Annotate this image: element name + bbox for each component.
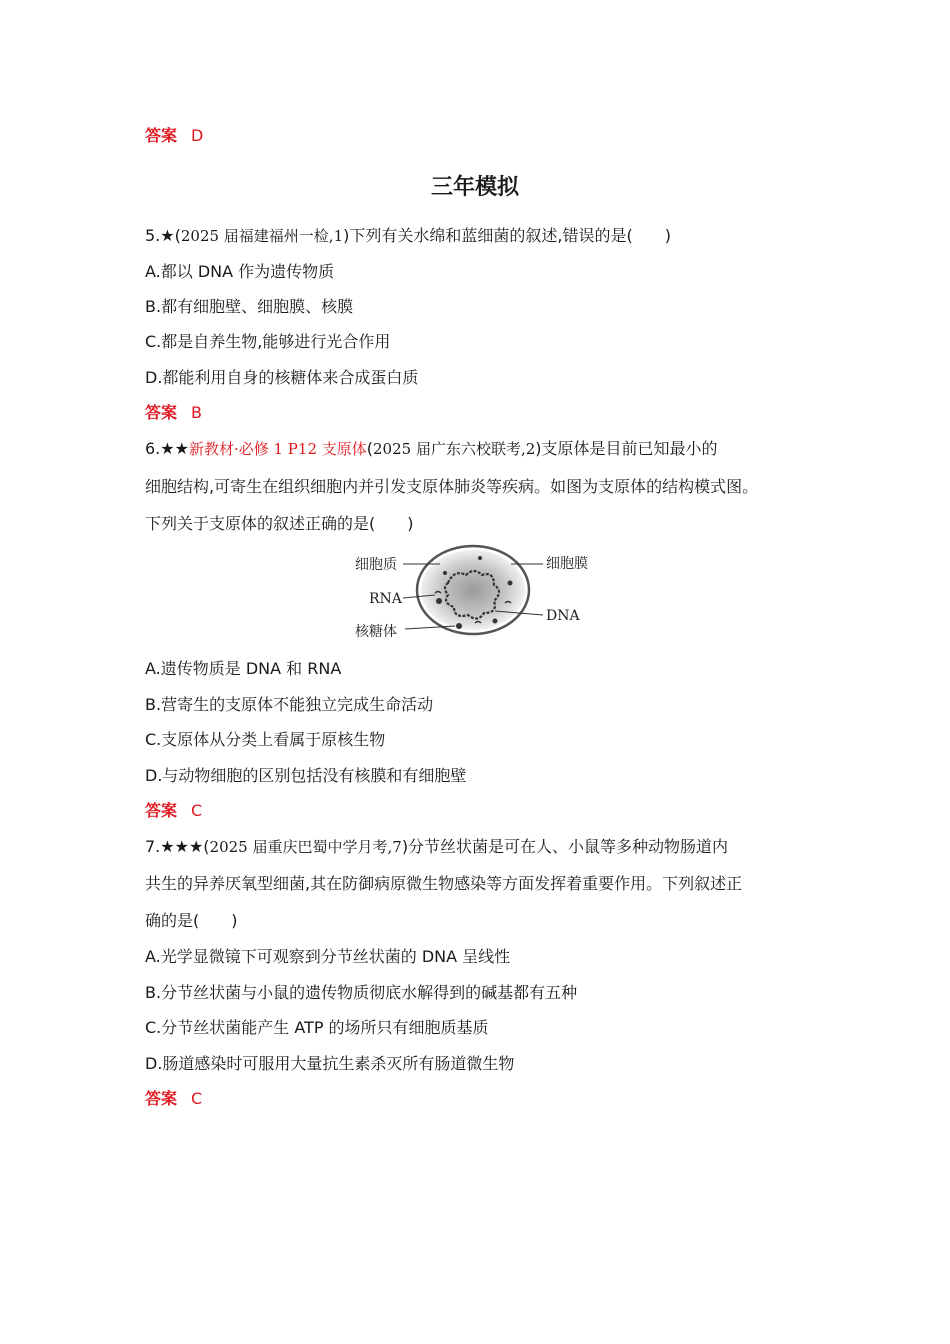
q5-source: 2025 届福建福州一检,1 bbox=[180, 227, 344, 245]
answer-label: 答案 bbox=[145, 126, 178, 145]
mycoplasma-diagram bbox=[345, 543, 600, 643]
q7-option-c: C.分节丝状菌能产生 ATP 的场所只有细胞质基质 bbox=[145, 1018, 489, 1037]
q6-tag: 新教材·必修 1 P12 支原体 bbox=[188, 440, 367, 458]
q6-source: 2025 届广东六校联考,2 bbox=[373, 440, 536, 458]
q5-option-d: D.都能利用自身的核糖体来合成蛋白质 bbox=[145, 368, 419, 387]
ribosome-dot bbox=[443, 571, 447, 575]
q6-stem-line1: 6.★★新教材·必修 1 P12 支原体(2025 届广东六校联考,2)支原体是目前已知最小的 bbox=[145, 439, 718, 458]
label-ribosome: 核糖体 bbox=[355, 624, 397, 640]
q5-option-c: C.都是自养生物,能够进行光合作用 bbox=[145, 332, 391, 351]
q6-stem-line2: 细胞结构,可寄生在组织细胞内并引发支原体肺炎等疾病。如图为支原体的结构模式图。 bbox=[145, 477, 759, 496]
q6-option-c: C.支原体从分类上看属于原核生物 bbox=[145, 730, 386, 749]
q7-stem-line1: 7.★★★(2025 届重庆巴蜀中学月考,7)分节丝状菌是可在人、小鼠等多种动物肠道内 bbox=[145, 837, 729, 856]
q6-answer: 答案 C bbox=[145, 801, 203, 820]
label-dna: DNA bbox=[546, 608, 580, 624]
ribosome-dot bbox=[478, 556, 482, 560]
section-title: 三年模拟 bbox=[430, 175, 519, 200]
q6-option-a: A.遗传物质是 DNA 和 RNA bbox=[145, 659, 342, 678]
ribosome-dot bbox=[493, 619, 498, 624]
answer-line-prev bbox=[145, 126, 203, 146]
answer-value: D bbox=[191, 126, 204, 145]
ribosome-dot bbox=[436, 598, 442, 604]
q6-stem-line3: 下列关于支原体的叙述正确的是( ) bbox=[145, 514, 414, 533]
q5-option-a: A.都以 DNA 作为遗传物质 bbox=[145, 262, 335, 281]
q7-option-b: B.分节丝状菌与小鼠的遗传物质彻底水解得到的碱基都有五种 bbox=[145, 983, 578, 1002]
q6-option-b: B.营寄生的支原体不能独立完成生命活动 bbox=[145, 695, 434, 714]
q5-answer: 答案 B bbox=[145, 403, 202, 422]
label-membrane: 细胞膜 bbox=[546, 556, 588, 572]
q7-stem-line2: 共生的异养厌氧型细菌,其在防御病原微生物感染等方面发挥着重要作用。下列叙述正 bbox=[145, 874, 743, 893]
q7-option-a: A.光学显微镜下可观察到分节丝状菌的 DNA 呈线性 bbox=[145, 947, 511, 966]
q5-stem: 5.★(2025 届福建福州一检,1)下列有关水绵和蓝细菌的叙述,错误的是( ) bbox=[145, 226, 671, 245]
q7-option-d: D.肠道感染时可服用大量抗生素杀灭所有肠道微生物 bbox=[145, 1054, 515, 1073]
q7-source: 2025 届重庆巴蜀中学月考,7 bbox=[209, 838, 402, 856]
label-cytoplasm: 细胞质 bbox=[355, 557, 397, 573]
ribosome-dot bbox=[456, 623, 462, 629]
q6-option-d: D.与动物细胞的区别包括没有核膜和有细胞壁 bbox=[145, 766, 467, 785]
q7-answer: 答案 C bbox=[145, 1089, 203, 1108]
q5-option-b: B.都有细胞壁、细胞膜、核膜 bbox=[145, 297, 354, 316]
label-rna: RNA bbox=[369, 591, 402, 607]
q7-stem-line3: 确的是( ) bbox=[145, 911, 238, 930]
ribosome-dot bbox=[508, 581, 513, 586]
